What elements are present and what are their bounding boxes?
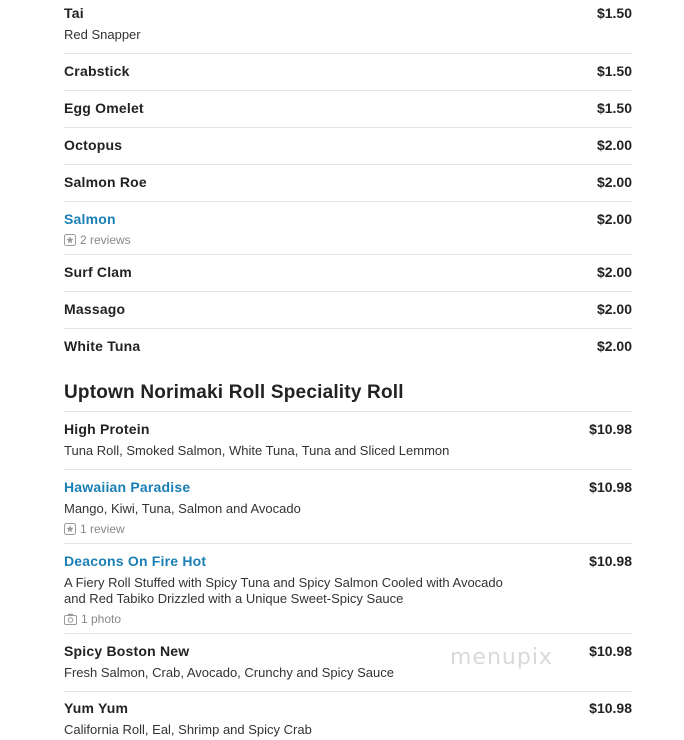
menu-item [64, 700, 632, 738]
item-price: $2.00 [596, 338, 632, 354]
divider [64, 543, 632, 544]
divider [64, 201, 632, 202]
divider [64, 127, 632, 128]
item-name-link[interactable]: Hawaiian Paradise [64, 479, 191, 495]
menu-item [64, 301, 632, 318]
item-description: California Roll, Eal, Shrimp and Spicy Crab [64, 722, 312, 737]
photos-link[interactable] [64, 612, 632, 626]
item-description: Mango, Kiwi, Tuna, Salmon and Avocado [64, 501, 301, 516]
item-price: $1.50 [596, 5, 632, 21]
item-price: $1.50 [596, 63, 632, 79]
menu-item [64, 174, 632, 191]
item-price: $10.98 [589, 479, 632, 495]
divider [64, 53, 632, 54]
item-description: Red Snapper [64, 27, 141, 42]
divider [64, 328, 632, 329]
item-name: Surf Clam [64, 264, 132, 280]
item-price: $2.00 [596, 174, 632, 190]
item-name-link[interactable]: Salmon [64, 211, 116, 227]
divider [64, 90, 632, 91]
menu-item [64, 63, 632, 80]
menu-item [64, 553, 632, 626]
menu-item [64, 5, 632, 43]
watermark: menupix [450, 645, 553, 670]
item-name: Spicy Boston New [64, 643, 190, 659]
menu-item [64, 421, 632, 459]
reviews-link[interactable] [64, 233, 632, 247]
divider [64, 633, 632, 634]
item-description: Tuna Roll, Smoked Salmon, White Tuna, Tuna and Sliced Lemmon [64, 443, 450, 458]
item-name: Yum Yum [64, 700, 129, 716]
reviews-link[interactable] [64, 522, 632, 536]
section-title: Uptown Norimaki Roll Speciality Roll [64, 382, 404, 403]
menu-item [64, 479, 632, 536]
item-name: Octopus [64, 137, 123, 153]
divider [64, 254, 632, 255]
item-name: Salmon Roe [64, 174, 147, 190]
divider [64, 691, 632, 692]
camera-icon [64, 613, 77, 625]
review-count: 1 review [80, 522, 125, 536]
star-review-icon [64, 234, 76, 246]
item-name: High Protein [64, 421, 150, 437]
item-price: $2.00 [596, 264, 632, 280]
star-review-icon [64, 523, 76, 535]
item-name: Tai [64, 5, 84, 21]
photo-count: 1 photo [81, 612, 122, 626]
item-price: $10.98 [589, 643, 632, 659]
item-price: $2.00 [596, 301, 632, 317]
item-name: Egg Omelet [64, 100, 144, 116]
menu-item [64, 264, 632, 281]
item-description: Fresh Salmon, Crab, Avocado, Crunchy and Spicy Sauce [64, 665, 394, 680]
item-name: Crabstick [64, 63, 130, 79]
divider [64, 411, 632, 412]
item-price: $10.98 [589, 553, 632, 569]
menu-item [64, 338, 632, 355]
menu-item [64, 211, 632, 247]
menu-item [64, 137, 632, 154]
item-price: $2.00 [596, 137, 632, 153]
item-price: $2.00 [596, 211, 632, 227]
item-name: White Tuna [64, 338, 141, 354]
item-name: Massago [64, 301, 126, 317]
item-price: $1.50 [596, 100, 632, 116]
item-price: $10.98 [589, 421, 632, 437]
divider [64, 291, 632, 292]
menu-item [64, 100, 632, 117]
divider [64, 469, 632, 470]
item-price: $10.98 [589, 700, 632, 716]
item-description: A Fiery Roll Stuffed with Spicy Tuna and Spicy Salmon Cooled with Avocado and Red Tabiko Drizzled with a Unique Sweet-Spicy Sauce [64, 575, 503, 606]
divider [64, 164, 632, 165]
item-name-link[interactable]: Deacons On Fire Hot [64, 553, 207, 569]
review-count: 2 reviews [80, 233, 131, 247]
